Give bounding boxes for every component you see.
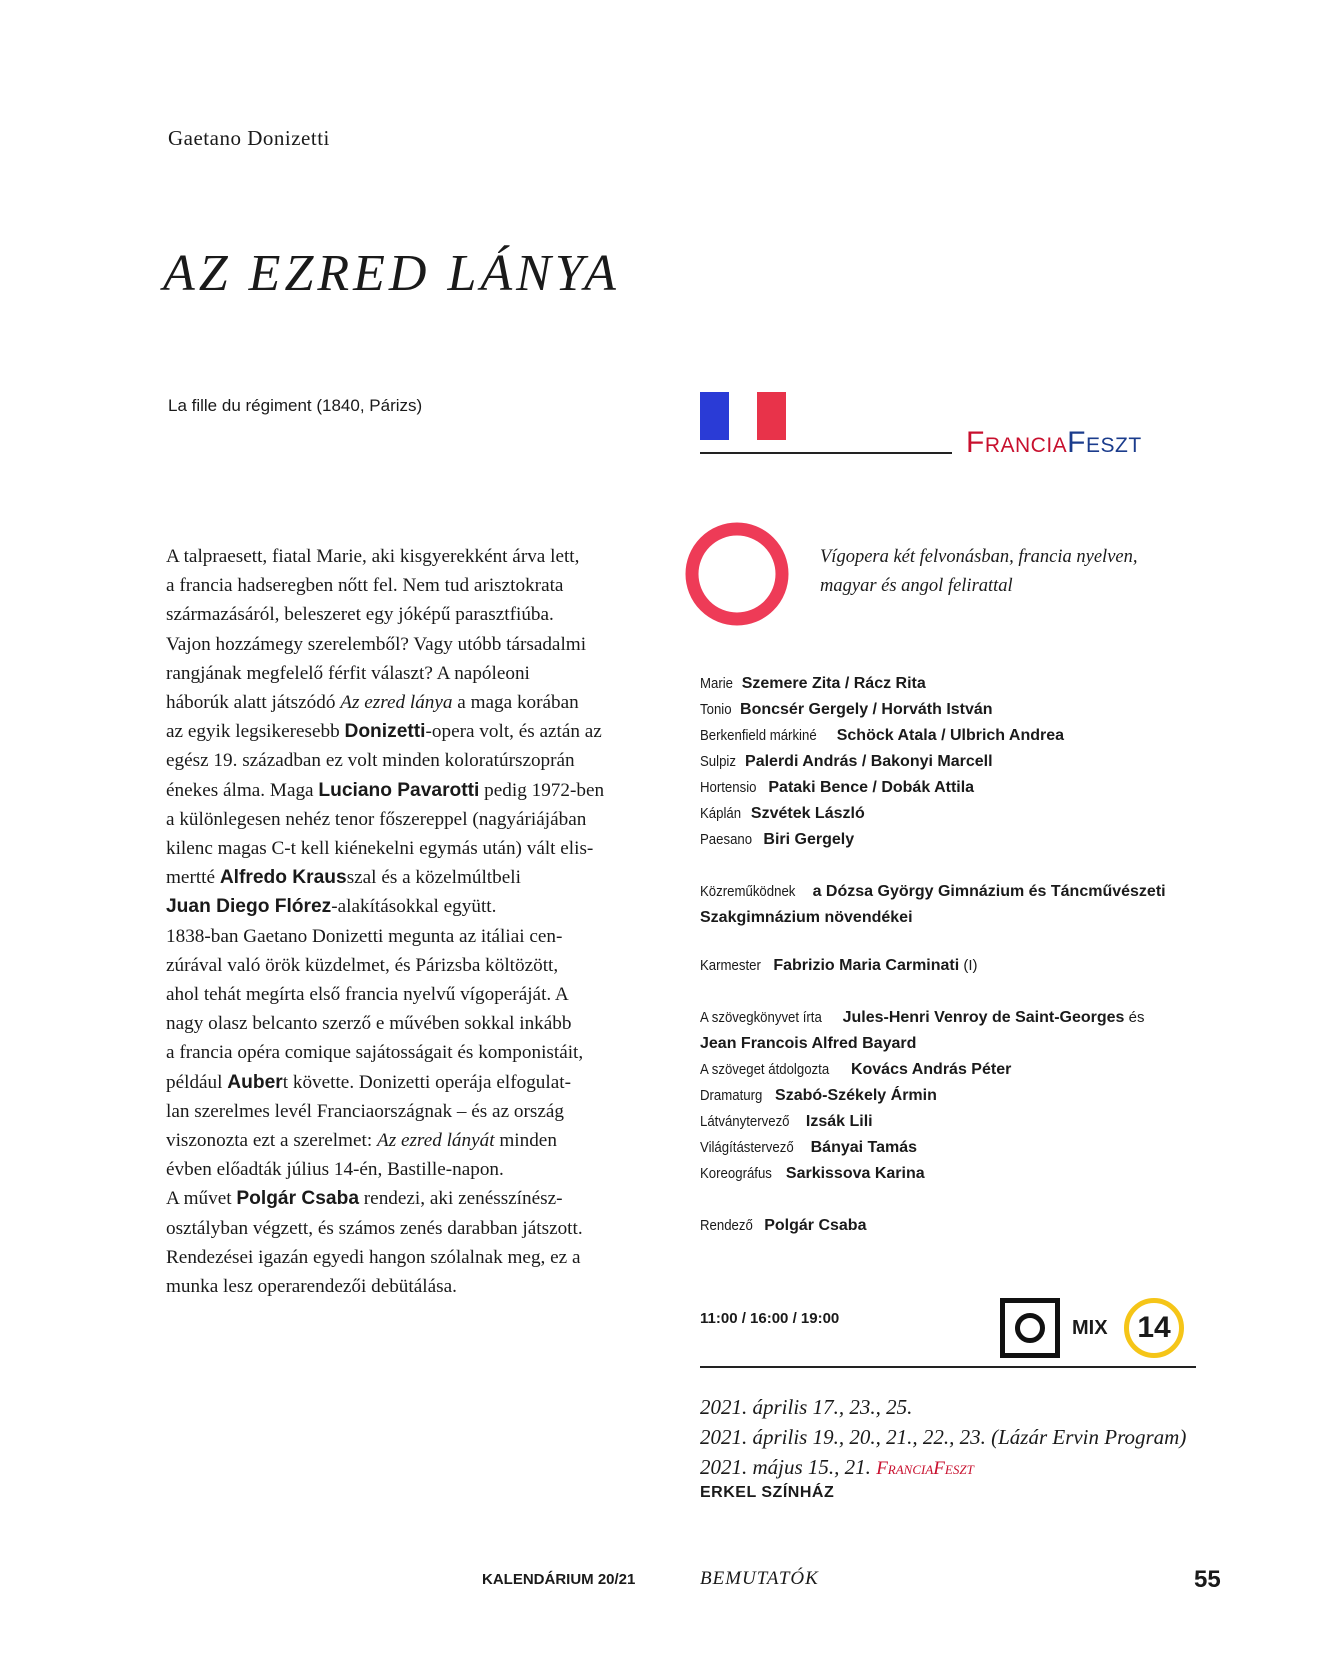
cast-role: Berkenfield márkiné [700,727,817,744]
footer-publication: KALENDÁRIUM 20/21 [482,1571,636,1588]
synopsis-segment: nagy olasz belcanto szerző e művében sokkal inkább [166,1013,572,1035]
libretto-conj: és [1128,1009,1145,1026]
synopsis-line [166,834,666,863]
flag-white-stripe [729,392,758,440]
synopsis-line [166,659,666,688]
cast-role: Káplán [700,805,742,822]
conductor-name: Fabrizio Maria Carminati [773,957,960,974]
synopsis-segment: lan szerelmes levél Franciaországnak – és az ország [166,1100,564,1122]
synopsis-segment: a francia opéra comique sajátosságait és komponistáit, [166,1042,584,1064]
cast-name: Palerdi András / Bakonyi Marcell [745,753,993,770]
performance-dates [700,1392,1186,1484]
crew-row [700,1161,1144,1187]
synopsis-segment: Vajon hozzámegy szerelemből? Vagy utóbb társadalmi [166,633,587,655]
cast-list [700,671,1064,853]
date-line: 2021. április 19., 20., 21., 22., 23. (Lázár Ervin Program) [700,1425,1187,1449]
synopsis-segment: Az ezred lányát [376,1130,495,1152]
synopsis-line [166,922,666,951]
cast-row [700,723,1064,749]
synopsis-line [166,805,666,834]
page-number: 55 [1194,1566,1221,1593]
synopsis-line [166,1272,666,1301]
synopsis-segment: Polgár Csaba [236,1188,359,1210]
crew-role: Világítástervező [700,1139,794,1156]
cast-role: Paesano [700,831,753,848]
synopsis-segment: mertté [166,867,220,889]
contributors-line-1: a Dózsa György Gimnázium és Táncművészeti [812,883,1166,900]
crew-row [700,1083,1144,1109]
festival-logo-part1: Francia [966,426,1068,459]
synopsis-segment: minden [494,1130,557,1152]
synopsis-segment: származásáról, beleszeret egy jóképű parasztfiúba. [166,604,554,626]
cast-row [700,775,1064,801]
synopsis-line [166,717,666,746]
original-title: La fille du régiment (1840, Párizs) [168,396,423,415]
crew-row [700,1057,1144,1083]
synopsis-line [166,1097,666,1126]
conductor-role: Karmester [700,957,761,974]
cast-name: Szemere Zita / Rácz Rita [741,675,926,692]
synopsis-line [166,1068,666,1097]
cast-row [700,827,1064,853]
cast-role: Hortensio [700,779,757,796]
date-line-text: 2021. május 15., 21. [700,1455,871,1479]
synopsis-segment: háborúk alatt játszódó [166,692,341,714]
synopsis-segment: pedig 1972-ben [479,779,605,801]
libretto-role: A szövegkönyvet írta [700,1009,822,1026]
director-role: Rendező [700,1217,753,1234]
crew-name: Bányai Tamás [810,1139,918,1156]
conductor-note: (I) [963,957,978,974]
cast-name: Pataki Bence / Dobák Attila [768,779,975,796]
synopsis-segment: Az ezred lánya [340,692,453,714]
synopsis-segment: rangjának megfelelő férfit választ? A napóleoni [166,662,530,684]
synopsis-segment: Rendezései igazán egyedi hangon szólalnak meg, ez a [166,1246,581,1268]
synopsis-line [166,542,666,571]
synopsis-text [166,542,666,1301]
synopsis-segment: A művet [166,1188,237,1210]
festival-divider [700,452,952,454]
cast-name: Biri Gergely [763,831,855,848]
synopsis-segment: munka lesz operarendezői debütálása. [166,1276,457,1298]
composer-name: Gaetano Donizetti [168,126,330,150]
synopsis-line [166,1126,666,1155]
footer-section: BEMUTATÓK [700,1568,819,1589]
synopsis-segment: a maga korában [452,692,579,714]
synopsis-segment: -alakításokkal együtt. [331,896,497,918]
synopsis-line [166,951,666,980]
director-row [700,1213,866,1239]
crew-name: Kovács András Péter [850,1061,1012,1078]
crew-role: Koreográfus [700,1165,772,1182]
contributors-role: Közreműködnek [700,883,796,900]
synopsis-segment: Auber [227,1071,283,1093]
cast-row [700,671,1064,697]
cast-name: Schöck Atala / Ulbrich Andrea [836,727,1065,744]
crew-role: Látványtervező [700,1113,790,1130]
genre-line-2: magyar és angol felirattal [820,576,1013,596]
cast-row [700,697,1064,723]
synopsis-segment: viszonozta ezt a szerelmet: [166,1130,377,1152]
synopsis-line [166,980,666,1009]
cast-role: Tonio [700,701,732,718]
director-block [700,1213,866,1239]
french-flag-icon [700,392,786,440]
synopsis-line [166,688,666,717]
synopsis-segment: például [166,1071,228,1093]
synopsis-segment: énekes álma. Maga [166,779,319,801]
synopsis-segment: évben előadták július 14-én, Bastille-napon. [166,1159,504,1181]
crew-name: Sarkissova Karina [785,1165,925,1182]
synopsis-segment: t követte. Donizetti operája elfogulat- [282,1071,571,1093]
synopsis-segment: Luciano Pavarotti [318,779,480,801]
contributors-block [700,879,1166,931]
cast-row [700,801,1064,827]
synopsis-segment: Juan Diego Flórez [166,896,332,918]
venue-name: ERKEL SZÍNHÁZ [700,1484,835,1501]
synopsis-segment: A talpraesett, fiatal Marie, aki kisgyerekként árva lett, [166,546,580,567]
festival-logo-part2: Feszt [1067,426,1142,459]
date-festival-part1: Francia [876,1458,934,1479]
genre-line-1: Vígopera két felvonásban, francia nyelven, [820,547,1138,567]
cast-name: Boncsér Gergely / Horváth István [740,701,993,718]
synopsis-segment: zúrával való örök küzdelmet, és Párizsba költözött, [166,954,559,976]
crew-row [700,1135,1144,1161]
libretto-row [700,1005,1144,1031]
crew-role: Dramaturg [700,1087,763,1104]
synopsis-segment: Alfredo Kraus [219,867,347,889]
synopsis-line [166,863,666,892]
synopsis-line [166,1184,666,1213]
synopsis-line [166,1155,666,1184]
libretto-name-1: Jules-Henri Venroy de Saint-Georges [842,1009,1125,1026]
dates-divider [700,1366,1196,1368]
page-title: AZ EZRED LÁNYA [163,245,620,302]
flag-blue-stripe [700,392,729,440]
date-festival-label [876,1458,974,1479]
synopsis-segment: a különlegesen nehéz tenor főszereppel (nagyáriájában [166,808,587,830]
synopsis-segment: 1838-ban Gaetano Donizetti megunta az itáliai cen- [166,925,563,947]
synopsis-line [166,1009,666,1038]
director-name: Polgár Csaba [764,1217,867,1234]
synopsis-segment: egész 19. században ez volt minden koloratúrszoprán [166,750,575,772]
synopsis-segment: Donizetti [344,721,426,743]
synopsis-segment: -opera volt, és aztán az [425,721,602,743]
conductor-block [700,953,978,979]
cast-role: Marie [700,675,734,692]
synopsis-line [166,1243,666,1272]
opera-tv-icon [1000,1298,1060,1358]
synopsis-segment: szal és a közelmúltbeli [346,867,521,889]
synopsis-segment: rendezi, aki zenésszínész- [359,1188,563,1210]
age-rating-mix: MIX [1072,1317,1108,1339]
cast-row [700,749,1064,775]
synopsis-line [166,776,666,805]
synopsis-line [166,630,666,659]
synopsis-line [166,1214,666,1243]
crew-role: A szöveget átdolgozta [700,1061,830,1078]
contributors-line-2: Szakgimnázium növendékei [700,909,913,926]
libretto-row [700,1031,1144,1057]
festival-logo [966,426,1142,460]
date-line: 2021. április 17., 23., 25. [700,1395,913,1419]
crew-name: Izsák Lili [805,1113,873,1130]
date-festival-part2: Feszt [933,1458,974,1479]
genre-description [820,543,1138,601]
synopsis-line [166,600,666,629]
crew-row [700,1109,1144,1135]
crew-name: Szabó-Székely Ármin [775,1087,937,1104]
synopsis-segment: kilenc magas C-t kell kiénekelni egymás után) vált elis- [166,838,594,860]
synopsis-line [166,892,666,921]
show-times: 11:00 / 16:00 / 19:00 [700,1310,840,1327]
crew-list [700,1005,1144,1187]
synopsis-segment: a francia hadseregben nőtt fel. Nem tud arisztokrata [166,575,564,597]
libretto-name-2: Jean Francois Alfred Bayard [700,1035,917,1052]
opera-tv-ring [1015,1313,1045,1343]
synopsis-segment: osztályban végzett, és számos zenés darabban játszott. [166,1217,583,1239]
flag-red-stripe [757,392,786,440]
synopsis-line [166,1038,666,1067]
cast-name: Szvétek László [750,805,865,822]
synopsis-line [166,571,666,600]
age-rating-badge: 14 [1124,1298,1184,1358]
synopsis-segment: ahol tehát megírta első francia nyelvű vígoperáját. A [166,984,569,1006]
conductor-row [700,953,978,979]
synopsis-segment: az egyik legsikeresebb [166,721,345,743]
cast-role: Sulpiz [700,753,736,770]
opera-ring-icon [683,520,791,628]
contributors-row [700,905,1166,931]
date-line-festival [700,1452,1186,1484]
synopsis-line [166,746,666,775]
contributors-row [700,879,1166,905]
